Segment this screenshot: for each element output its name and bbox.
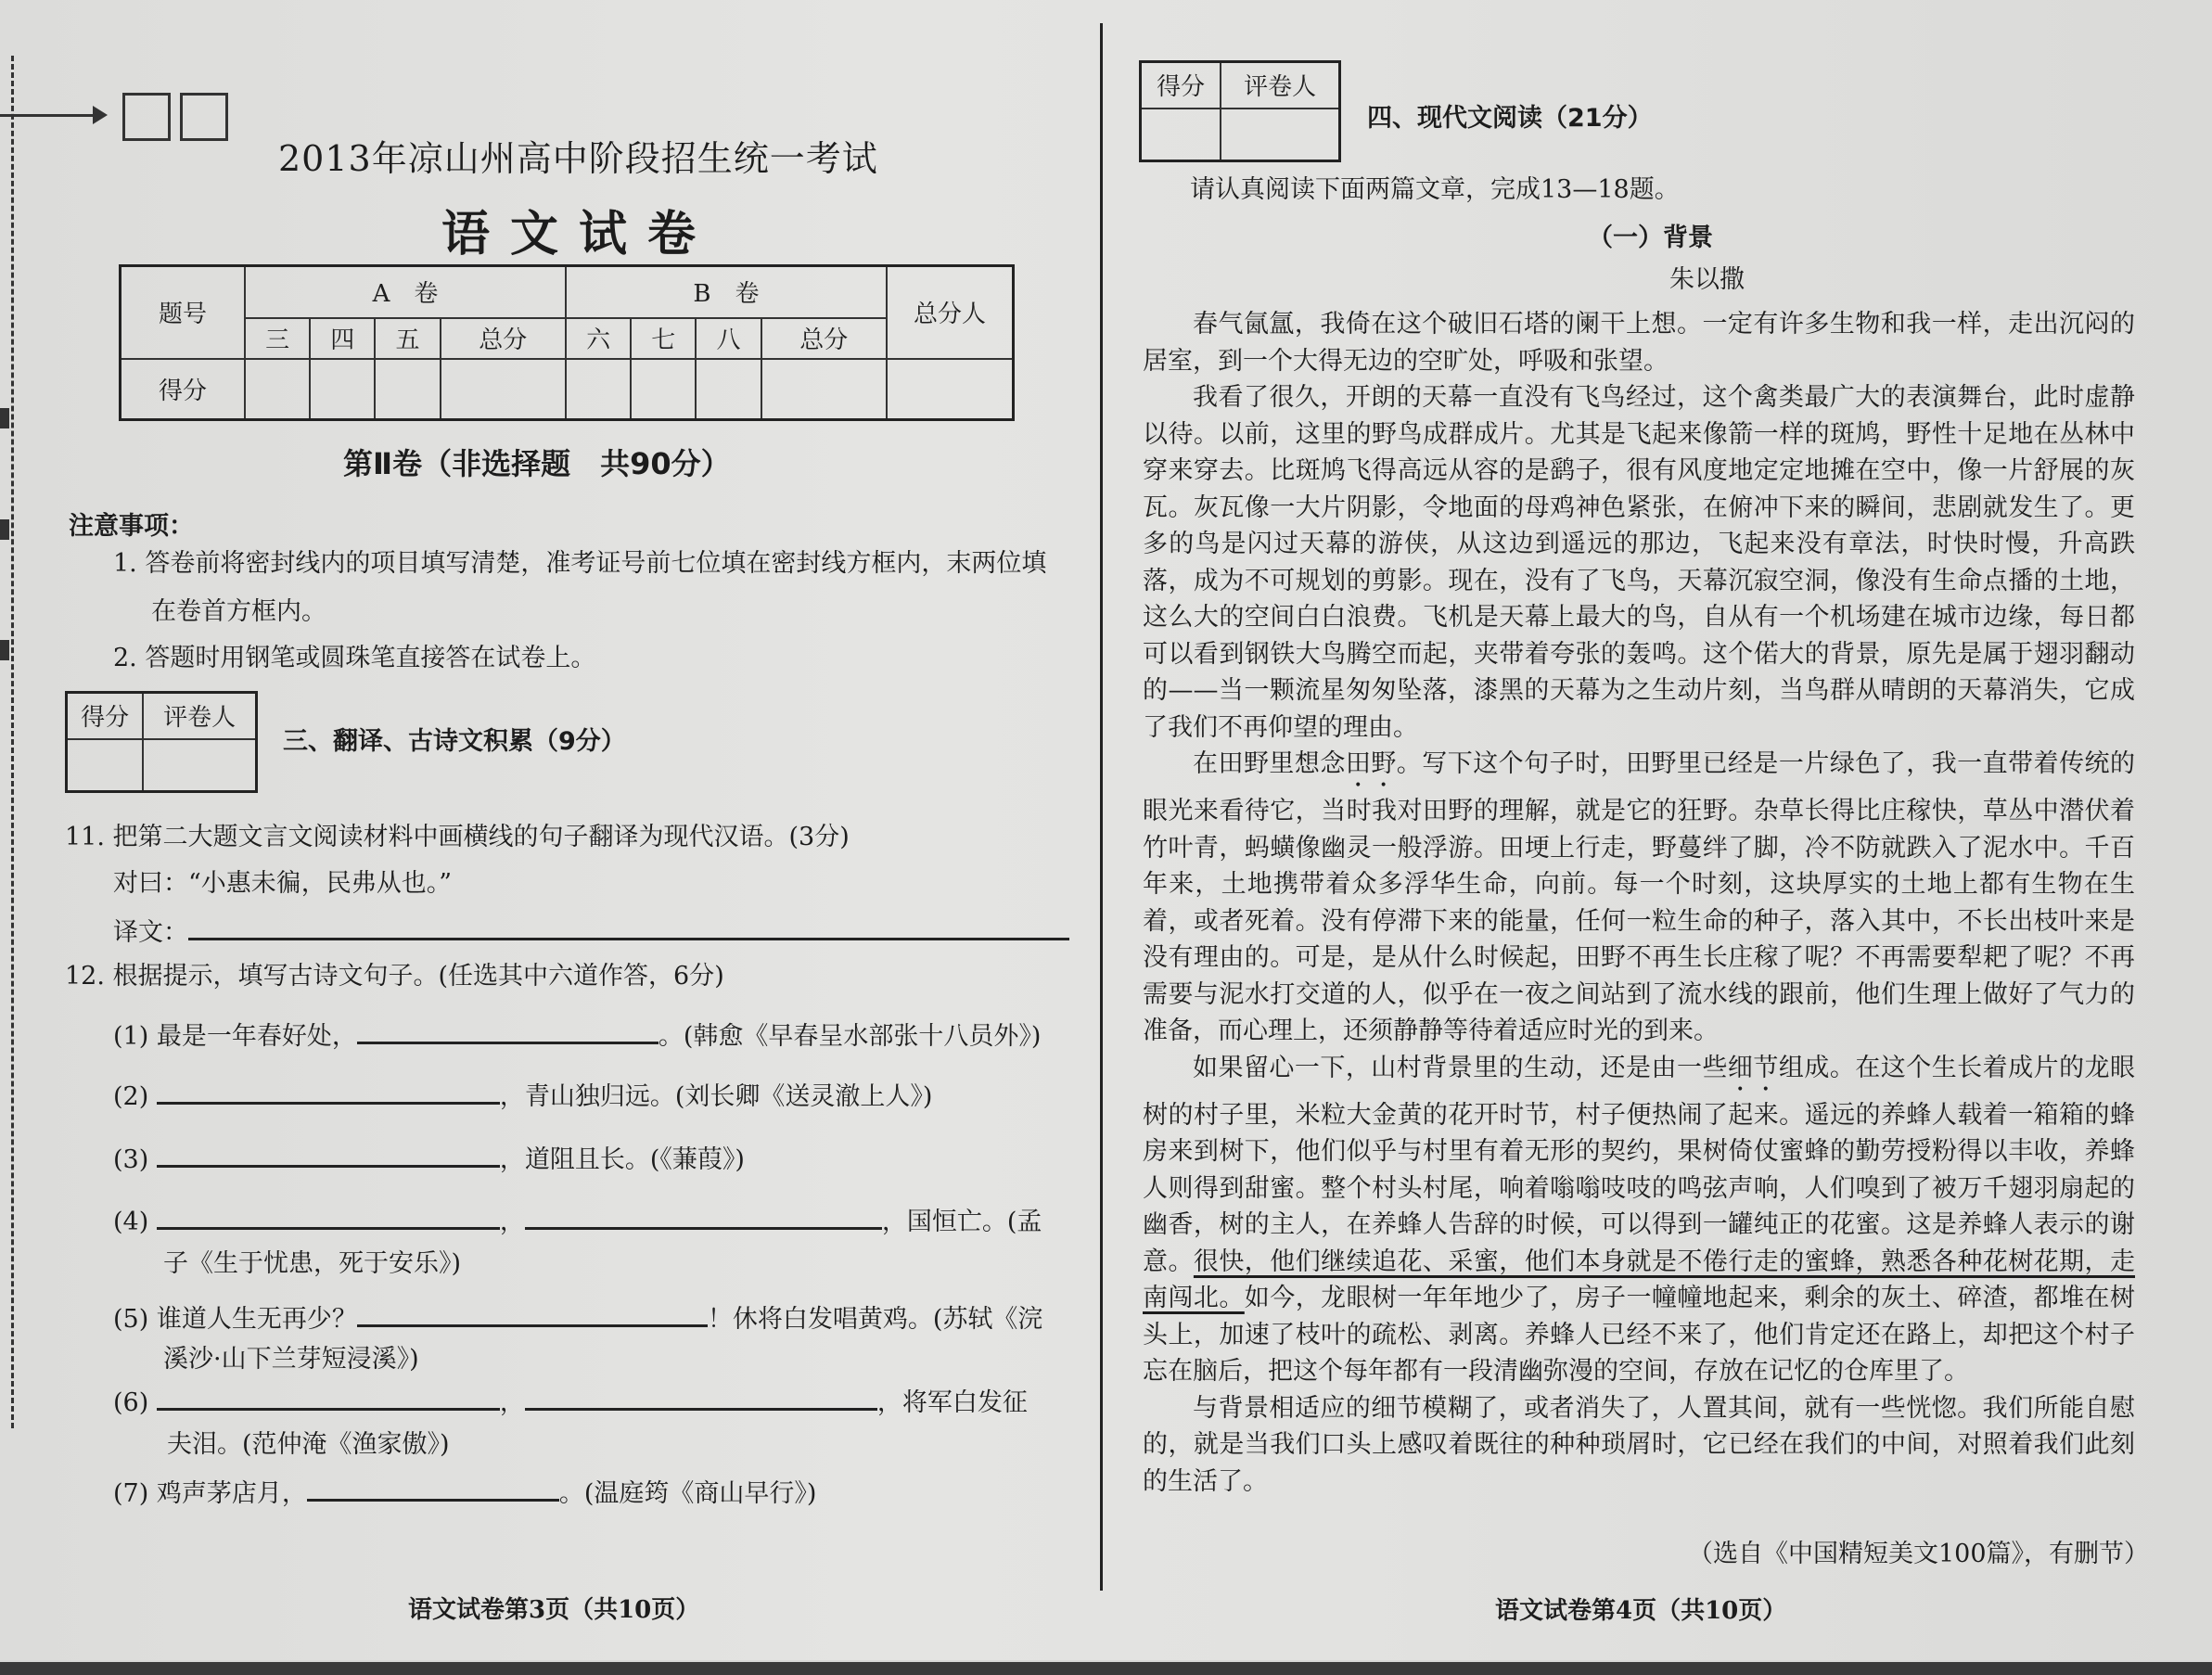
item-text-after: 。(韩愈《早春呈水部张十八员外》) <box>658 1022 1042 1051</box>
answer-blank[interactable] <box>357 1304 708 1327</box>
q11-answer-blank[interactable] <box>188 917 1069 940</box>
score-cell[interactable] <box>631 359 696 420</box>
grader-name-cell[interactable] <box>143 739 256 792</box>
section-three-title: 三、翻译、古诗文积累（9分） <box>283 727 626 756</box>
article-author: 朱以撒 <box>1669 265 1745 294</box>
page-footer-left: 语文试卷第3页（共10页） <box>408 1596 700 1624</box>
scan-edge <box>0 1662 2212 1675</box>
id-digit-box-2[interactable] <box>180 93 228 141</box>
seal-text-fragment <box>0 408 9 428</box>
grader-box-right <box>1139 60 1341 162</box>
page-divider <box>1100 23 1103 1591</box>
underlined-sentence: 很快，他们继续追花、采蜜，他们本身就是不倦行走的蜜蜂，熟悉各种花树花期，走南闯北。 <box>1143 1247 2136 1312</box>
note-item-1: 1. 答卷前将密封线内的项目填写清楚，准考证号前七位填在密封线方框内，末两位填 <box>113 549 1047 578</box>
q12-item-4 <box>113 1201 1042 1237</box>
article-body <box>1143 306 2135 1500</box>
row-header-score: 得分 <box>121 359 246 420</box>
answer-blank[interactable] <box>525 1207 882 1230</box>
q12-prompt: 12. 根据提示，填写古诗文句子。(任选其中六道作答，6分) <box>65 962 724 991</box>
note-item-2: 2. 答题时用钢笔或圆珠笔直接答在试卷上。 <box>113 644 596 672</box>
item-text-before: 最是一年春好处， <box>156 1022 357 1051</box>
exam-title: 2013年凉山州高中阶段招生统一考试 <box>278 138 878 179</box>
q12-item-7 <box>113 1473 816 1509</box>
article-title: （一）背景 <box>1588 224 1713 252</box>
col-b-total: 总分 <box>761 318 887 359</box>
row-header-question-number: 题号 <box>121 266 246 359</box>
col-wu: 五 <box>375 318 440 359</box>
item-text-after: ，国恒亡。(孟 <box>881 1208 1042 1236</box>
arrow-right-icon <box>0 114 104 117</box>
item-number: (1) <box>113 1022 149 1051</box>
article-source: （选自《中国精短美文100篇》，有删节） <box>1688 1540 2150 1568</box>
grader-cell[interactable] <box>887 359 1014 420</box>
section-title: 第Ⅱ卷（非选择题 共90分） <box>343 446 731 481</box>
col-si: 四 <box>310 318 375 359</box>
paragraph-5: 与背景相适应的细节模糊了，或者消失了，人置其间，就有一些恍惚。我们所能自慰的，就是当我们口头上感叹着既往的种种琐屑时，它已经在我们的中间，对照着我们此刻的生活了。 <box>1143 1393 2135 1496</box>
col-a-total: 总分 <box>441 318 566 359</box>
grader-score-label: 得分 <box>1141 62 1221 109</box>
emphasized-word: 细节 <box>1727 1053 1779 1082</box>
item-number: (6) <box>113 1388 149 1417</box>
item-text-before: 鸡声茅店月， <box>156 1479 307 1508</box>
grader-box-left <box>65 691 258 793</box>
score-cell[interactable] <box>761 359 887 420</box>
answer-blank[interactable] <box>157 1207 500 1230</box>
grader-score-label: 得分 <box>67 693 144 739</box>
emphasized-word: 田野 <box>1345 749 1397 778</box>
page-footer-right: 语文试卷第4页（共10页） <box>1495 1597 1787 1625</box>
q11-answer-label: 译文： <box>113 918 188 947</box>
grader-name-cell[interactable] <box>1221 109 1339 161</box>
item-number: (7) <box>113 1479 149 1508</box>
col-ba: 八 <box>696 318 761 359</box>
q12-item-3 <box>113 1139 745 1175</box>
item-number: (3) <box>113 1145 149 1174</box>
item-separator: ， <box>499 1208 525 1236</box>
item-text-after: ，将军白发征 <box>876 1388 1028 1417</box>
q12-item-2 <box>113 1076 932 1112</box>
score-table <box>119 264 1015 421</box>
reading-instruction: 请认真阅读下面两篇文章，完成13—18题。 <box>1190 175 1680 204</box>
item-number: (4) <box>113 1208 149 1236</box>
grader-name-label: 评卷人 <box>1221 62 1339 109</box>
score-cell[interactable] <box>310 359 375 420</box>
q12-item-6-source: 夫泪。(范仲淹《渔家傲》) <box>167 1430 450 1459</box>
group-b-header: B 卷 <box>566 266 887 318</box>
q12-item-1 <box>113 1016 1041 1052</box>
grader-header: 总分人 <box>887 266 1014 359</box>
paragraph-3: 在田野里想念田野。写下这个句子时，田野里已经是一片绿色了，我一直带着传统的眼光来看待它，当时我对田野的理解，就是它的狂野。杂草长得比庄稼快，草丛中潜伏着竹叶青，蚂蟥像幽灵一般浮游。田埂上行走，野蔓绊了脚，冷不防就跌入了泥水中。千百年来，土地携带着众多浮华生命，向前。每一个时刻，这块厚实的土地上都有生物在生着，或者死着。没有停滞下来的能量，任何一粒生命的种子，落入其中，不长出枝叶来是没有理由的。可是，是从什么时候起，田野不再生长庄稼了呢？不再需要犁耙了呢？不再需要与泥水打交道的人，似乎在一夜之间站到了流水线的跟前，他们生理上做好了气力的准备，而心理上，还须静静等待着适应时光的到来。 <box>1143 749 2136 1045</box>
seal-text-fragment <box>0 519 9 540</box>
group-a-header: A 卷 <box>245 266 566 318</box>
section-four-title: 四、现代文阅读（21分） <box>1367 104 1653 133</box>
notes-heading: 注意事项： <box>69 512 194 541</box>
score-cell[interactable] <box>245 359 310 420</box>
paragraph-2: 我看了很久，开朗的天幕一直没有飞鸟经过，这个禽类最广大的表演舞台，此时虚静以待。以前，这里的野鸟成群成片。尤其是飞起来像箭一样的斑鸠，野性十足地在丛林中穿来穿去。比斑鸠飞得高远从容的是鹞子，很有风度地定定地摊在空中，像一片舒展的灰瓦。灰瓦像一大片阴影，令地面的母鸡神色紧张，在俯冲下来的瞬间，悲剧就发生了。更多的鸟是闪过天幕的游侠，从这边到遥远的那边，飞起来没有章法，时快时慢，升高跌落，成为不可规划的剪影。现在，没有了飞鸟，天幕沉寂空洞，像没有生命点播的土地，这么大的空间白白浪费。飞机是天幕上最大的鸟，自从有一个机场建在城市边缘，每日都可以看到钢铁大鸟腾空而起，夹带着夸张的轰鸣。这个偌大的背景，原先是属于翅羽翻动的——当一颗流星匆匆坠落，漆黑的天幕为之生动片刻，当鸟群从晴朗的天幕消失，它成了我们不再仰望的理由。 <box>1143 383 2135 742</box>
answer-blank[interactable] <box>157 1081 500 1105</box>
col-qi: 七 <box>631 318 696 359</box>
item-text-after: ，青山独归远。(刘长卿《送灵澈上人》) <box>499 1082 933 1111</box>
item-separator: ， <box>499 1388 525 1417</box>
item-text-before: 谁道人生无再少？ <box>156 1305 357 1334</box>
item-number: (2) <box>113 1082 149 1111</box>
seal-text-fragment <box>0 640 9 660</box>
id-digit-box-1[interactable] <box>122 93 171 141</box>
subject-title: 语文试卷 <box>441 206 717 262</box>
score-cell[interactable] <box>441 359 566 420</box>
item-number: (5) <box>113 1305 149 1334</box>
q12-item-5-source: 溪沙·山下兰芽短浸溪》) <box>163 1345 419 1374</box>
answer-blank[interactable] <box>307 1478 559 1502</box>
col-san: 三 <box>245 318 310 359</box>
score-cell[interactable] <box>566 359 631 420</box>
grader-score-cell[interactable] <box>67 739 144 792</box>
q12-item-4-source: 子《生于忧患，死于安乐》) <box>163 1249 462 1278</box>
item-text-after: ！休将白发唱黄鸡。(苏轼《浣 <box>707 1305 1043 1334</box>
q11-answer-row <box>113 912 1069 948</box>
paragraph-4: 如果留心一下，山村背景里的生动，还是由一些细节组成。在这个生长着成片的龙眼树的村子里，米粒大金黄的花开时节，村子便热闹了起来。遥远的养蜂人载着一箱箱的蜂房来到树下，他们似乎与村里有着无形的契约，果树倚仗蜜蜂的勤劳授粉得以丰收，养蜂人则得到甜蜜。整个村头村尾，响着嗡嗡吱吱的鸣弦声响，人们嗅到了被万千翅羽扇起的幽香，树的主人，在养蜂人告辞的时候，可以得到一罐纯正的花蜜。这是养蜂人表示的谢意。很快，他们继续追花、采蜜，他们本身就是不倦行走的蜜蜂，熟悉各种花树花期，走南闯北。如今，龙眼树一年年地少了，房子一幢幢地起来，剩余的灰土、碎渣，都堆在树头上，加速了枝叶的疏松、剥离。养蜂人已经不来了，他们肯定还在路上，却把这个村子忘在脑后，把这个每年都有一段清幽弥漫的空间，存放在记忆的仓库里了。 <box>1143 1053 2136 1386</box>
q12-item-5 <box>113 1298 1042 1335</box>
answer-blank[interactable] <box>357 1021 658 1044</box>
answer-blank[interactable] <box>525 1387 877 1411</box>
note-item-1-cont: 在卷首方框内。 <box>151 597 326 626</box>
item-text-after: 。(温庭筠《商山早行》) <box>558 1479 817 1508</box>
q11-prompt: 11. 把第二大题文言文阅读材料中画横线的句子翻译为现代汉语。(3分) <box>65 823 850 851</box>
answer-blank[interactable] <box>157 1387 500 1411</box>
paragraph-1: 春气氤氲，我倚在这个破旧石塔的阑干上想。一定有许多生物和我一样，走出沉闷的居室，到一个大得无边的空旷处，呼吸和张望。 <box>1143 310 2135 376</box>
item-text-after: ，道阻且长。(《蒹葭》) <box>499 1145 745 1174</box>
answer-blank[interactable] <box>157 1144 500 1168</box>
col-liu: 六 <box>566 318 631 359</box>
grader-score-cell[interactable] <box>1141 109 1221 161</box>
score-cell[interactable] <box>696 359 761 420</box>
score-cell[interactable] <box>375 359 440 420</box>
grader-name-label: 评卷人 <box>143 693 256 739</box>
seal-dashed-line <box>11 56 14 1428</box>
q12-item-6 <box>113 1382 1028 1418</box>
q11-quote: 对曰：“小惠未徧，民弗从也。” <box>113 869 453 898</box>
